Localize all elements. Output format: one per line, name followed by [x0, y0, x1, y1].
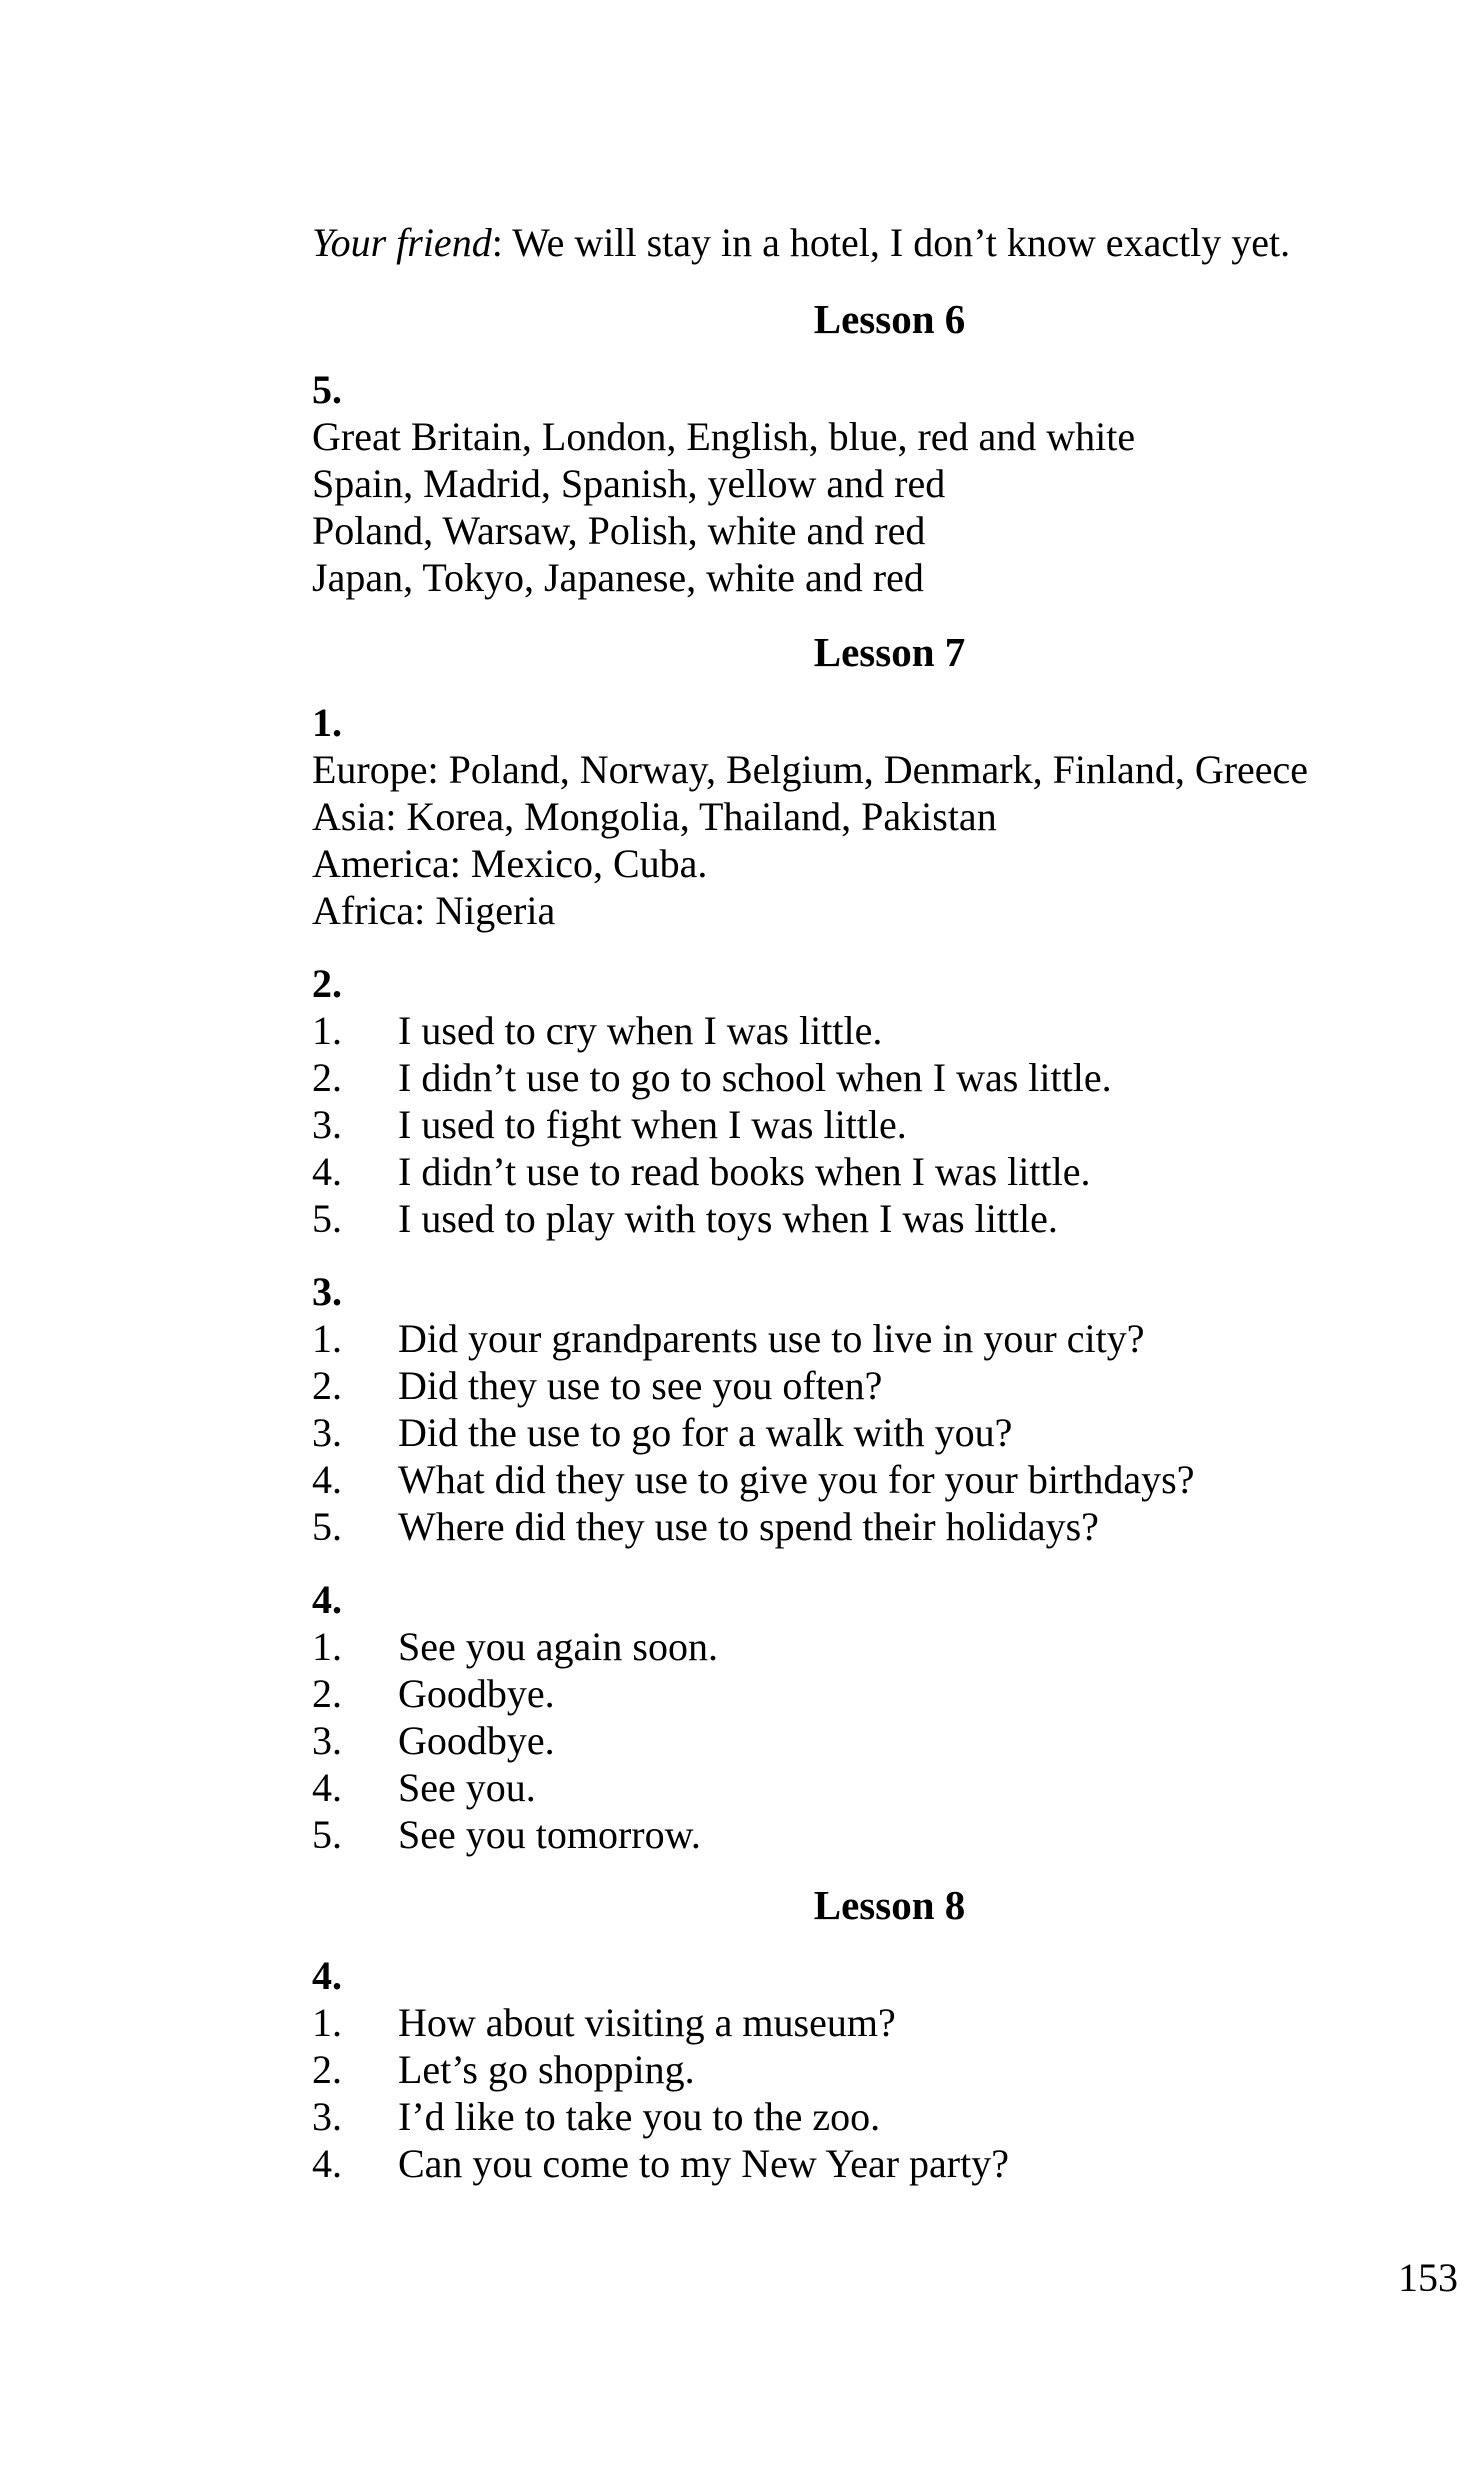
item-text: Did they use to see you often? — [398, 1363, 883, 1408]
item-number: 5. — [312, 1196, 342, 1241]
lesson-7-exercise-3 — [312, 1268, 1372, 1550]
item-text: Goodbye. — [398, 1671, 555, 1716]
list-item — [312, 1409, 1372, 1456]
list-item — [312, 1315, 1372, 1362]
answer-line: Poland, Warsaw, Polish, white and red — [312, 508, 926, 553]
item-text: I used to play with toys when I was little. — [398, 1196, 1058, 1241]
item-text: What did they use to give you for your birthdays? — [398, 1457, 1195, 1502]
item-text: I didn’t use to go to school when I was little. — [398, 1055, 1112, 1100]
answer-line: Asia: Korea, Mongolia, Thailand, Pakistan — [312, 794, 997, 839]
answer-line: Africa: Nigeria — [312, 888, 556, 933]
item-number: 3. — [312, 2094, 342, 2139]
item-text: Let’s go shopping. — [398, 2047, 695, 2092]
lesson-6-exercise-5 — [312, 366, 1372, 601]
item-number: 5. — [312, 1812, 342, 1857]
item-number: 2. — [312, 1363, 342, 1408]
list-item — [312, 1054, 1372, 1101]
item-text: How about visiting a museum? — [398, 2000, 896, 2045]
list-item — [312, 1999, 1372, 2046]
lesson-7-exercise-1 — [312, 699, 1372, 934]
item-number: 4. — [312, 1765, 342, 1810]
item-text: Did the use to go for a walk with you? — [398, 1410, 1013, 1455]
item-number: 4. — [312, 1457, 342, 1502]
list-item — [312, 1362, 1372, 1409]
list-item — [312, 1764, 1372, 1811]
list-item — [312, 1503, 1372, 1550]
lesson-7-title — [312, 629, 1372, 676]
lesson-6-title — [312, 296, 1372, 343]
item-number: 2. — [312, 1671, 342, 1716]
lesson-7-title-text: Lesson 7 — [813, 629, 966, 675]
list-item — [312, 1456, 1372, 1503]
intro-speaker: Your friend — [312, 220, 492, 265]
item-number: 1. — [312, 2000, 342, 2045]
item-number: 4. — [312, 2141, 342, 2186]
exercise-number: 3. — [312, 1269, 342, 1314]
list-item — [312, 1101, 1372, 1148]
lesson-7-exercise-2 — [312, 960, 1372, 1242]
list-item — [312, 1007, 1372, 1054]
item-number: 1. — [312, 1008, 342, 1053]
item-number: 1. — [312, 1624, 342, 1669]
item-text: Where did they use to spend their holidays? — [398, 1504, 1099, 1549]
exercise-number: 5. — [312, 367, 342, 412]
list-item — [312, 1811, 1372, 1858]
exercise-number: 1. — [312, 700, 342, 745]
answer-line: Europe: Poland, Norway, Belgium, Denmark, Finland, Greece — [312, 747, 1309, 792]
list-item — [312, 1623, 1372, 1670]
item-text: See you. — [398, 1765, 536, 1810]
item-number: 1. — [312, 1316, 342, 1361]
lesson-6-title-text: Lesson 6 — [813, 296, 966, 342]
list-item — [312, 1148, 1372, 1195]
list-item — [312, 2046, 1372, 2093]
exercise-number: 2. — [312, 961, 342, 1006]
item-number: 3. — [312, 1410, 342, 1455]
item-number: 3. — [312, 1718, 342, 1763]
page-number: 153 — [1398, 2255, 1458, 2300]
lesson-8-title — [312, 1882, 1372, 1929]
lesson-8-exercise-4 — [312, 1952, 1372, 2187]
list-item — [312, 2140, 1372, 2187]
list-item — [312, 1717, 1372, 1764]
list-item — [312, 2093, 1372, 2140]
exercise-number: 4. — [312, 1577, 342, 1622]
intro-text: : We will stay in a hotel, I don’t know exactly yet. — [491, 220, 1291, 265]
answer-line: Great Britain, London, English, blue, red and white — [312, 414, 1136, 459]
exercise-number: 4. — [312, 1953, 342, 1998]
item-number: 4. — [312, 1149, 342, 1194]
item-text: Goodbye. — [398, 1718, 555, 1763]
list-item — [312, 1195, 1372, 1242]
item-text: I’d like to take you to the zoo. — [398, 2094, 881, 2139]
item-text: See you again soon. — [398, 1624, 718, 1669]
item-text: Can you come to my New Year party? — [398, 2141, 1009, 2186]
item-number: 5. — [312, 1504, 342, 1549]
answer-line: Japan, Tokyo, Japanese, white and red — [312, 555, 924, 600]
intro-line — [312, 219, 1372, 266]
item-number: 3. — [312, 1102, 342, 1147]
item-text: See you tomorrow. — [398, 1812, 701, 1857]
lesson-8-title-text: Lesson 8 — [813, 1882, 966, 1928]
item-text: I used to cry when I was little. — [398, 1008, 883, 1053]
answer-line: Spain, Madrid, Spanish, yellow and red — [312, 461, 946, 506]
item-text: I didn’t use to read books when I was little. — [398, 1149, 1091, 1194]
list-item — [312, 1670, 1372, 1717]
lesson-7-exercise-4 — [312, 1576, 1372, 1858]
item-text: Did your grandparents use to live in your city? — [398, 1316, 1145, 1361]
item-number: 2. — [312, 2047, 342, 2092]
answer-line: America: Mexico, Cuba. — [312, 841, 708, 886]
item-text: I used to fight when I was little. — [398, 1102, 907, 1147]
item-number: 2. — [312, 1055, 342, 1100]
